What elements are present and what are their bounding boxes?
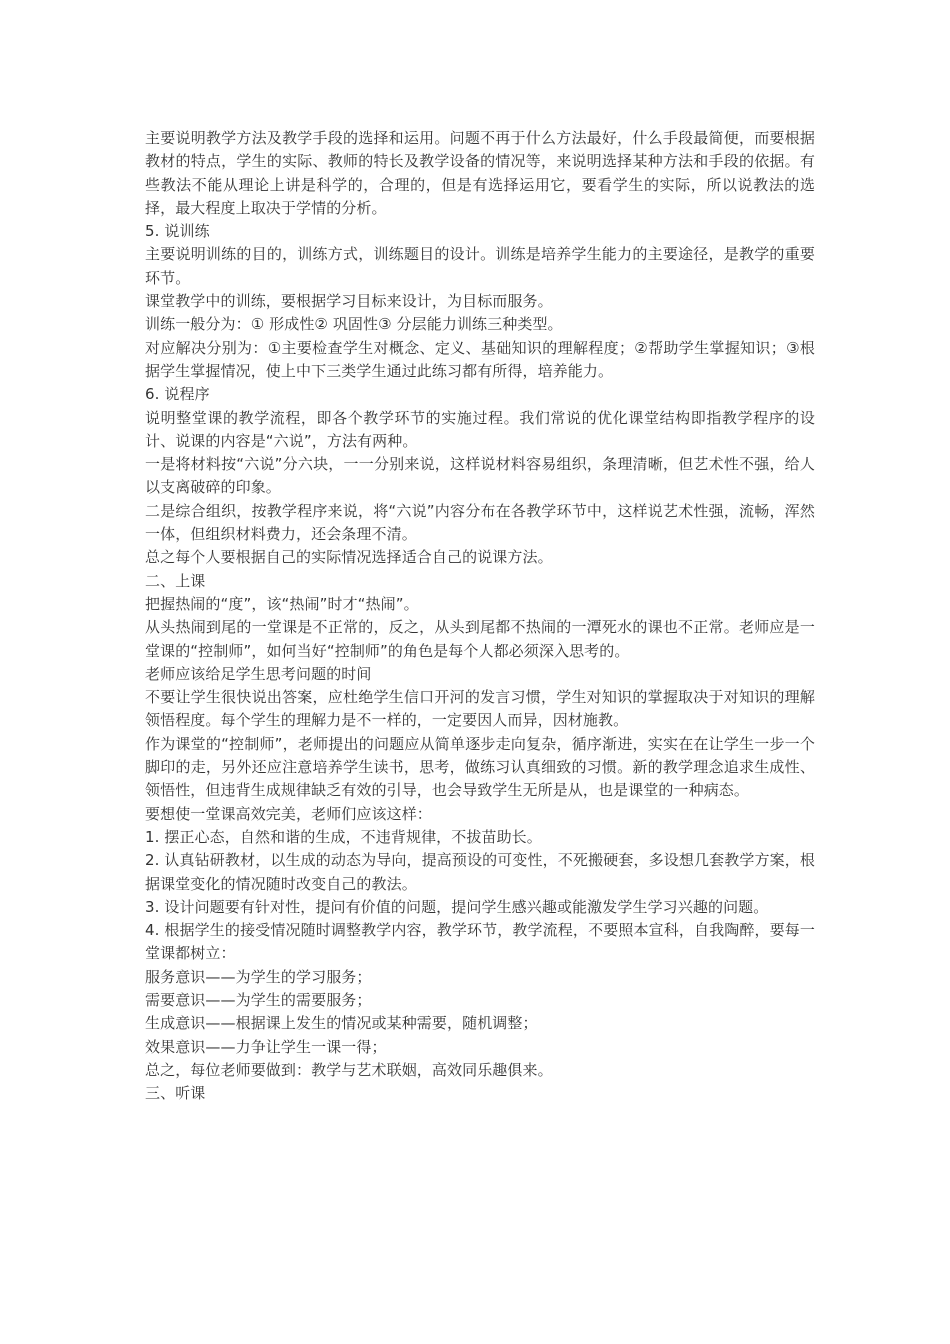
- paragraph-training-design: 课堂教学中的训练，要根据学习目标来设计，为目标而服务。: [145, 292, 553, 311]
- heading-procedure: 6. 说程序: [145, 385, 210, 404]
- paragraph-conclusion: 总之，每位老师要做到：教学与艺术联姻，高效同乐趣俱来。: [145, 1060, 553, 1079]
- paragraph-controller-questions: 作为课堂的“控制师”，老师提出的问题应从简单逐步走向复杂，循序渐进，实实在在让学生一步一个脚印的走，另外还应注意培养学生读书，思考，做练习认真细致的习惯。新的教学理念追求生成性、领悟性，但违背生成规律缺乏有效的引导，也会导致学生无所是从，也是课堂的一种病态。: [145, 734, 815, 800]
- paragraph-procedure-method-one: 一是将材料按“六说”分六块，一一分别来说，这样说材料容易组织，条理清晰，但艺术性不强，给人以支离破碎的印象。: [145, 455, 815, 497]
- paragraph-lively-degree: 把握热闹的“度”，该“热闹”时才“热闹”。: [145, 594, 419, 613]
- awareness-effect: 效果意识——力争让学生一课一得；: [145, 1037, 387, 1056]
- paragraph-efficient-class-intro: 要想使一堂课高效完美，老师们应该这样：: [145, 804, 432, 823]
- paragraph-thinking-time: 老师应该给足学生思考问题的时间: [145, 664, 372, 683]
- awareness-service: 服务意识——为学生的学习服务；: [145, 967, 372, 986]
- awareness-generation: 生成意识——根据课上发生的情况或某种需要，随机调整；: [145, 1014, 538, 1033]
- paragraph-training-types: 训练一般分为：① 形成性② 巩固性③ 分层能力训练三种类型。: [145, 315, 563, 334]
- paragraph-teaching-methods: 主要说明教学方法及教学手段的选择和运用。问题不再于什么方法最好，什么手段最简便，而要根据教材的特点，学生的实际、教师的特长及教学设备的情况等，来说明选择某种方法和手段的依据。有些教法不能从理论上讲是科学的，合理的，但是有选择运用它，要看学生的实际，所以说教法的选择，最大程度上取决于学情的分析。: [145, 129, 815, 217]
- heading-class: 二、上课: [145, 571, 206, 590]
- paragraph-training-purpose: 主要说明训练的目的，训练方式，训练题目的设计。训练是培养学生能力的主要途径，是教学的重要环节。: [145, 245, 815, 287]
- list-item-3: 3. 设计问题要有针对性，提问有价值的问题，提问学生感兴趣或能激发学生学习兴趣的问题。: [145, 897, 769, 916]
- paragraph-procedure-summary: 总之每个人要根据自己的实际情况选择适合自己的说课方法。: [145, 548, 553, 567]
- awareness-needs: 需要意识——为学生的需要服务；: [145, 990, 372, 1009]
- paragraph-controller: 从头热闹到尾的一堂课是不正常的，反之，从头到尾都不热闹的一潭死水的课也不正常。老师应是一堂课的“控制师”，如何当好“控制师”的角色是每个人都必须深入思考的。: [145, 618, 815, 660]
- paragraph-procedure-intro: 说明整堂课的教学流程，即各个教学环节的实施过程。我们常说的优化课堂结构即指教学程序的设计、说课的内容是“六说”，方法有两种。: [145, 408, 815, 450]
- list-item-2: 2. 认真钻研教材，以生成的动态为导向，提高预设的可变性，不死搬硬套，多设想几套教学方案，根据课堂变化的情况随时改变自己的教法。: [145, 851, 815, 893]
- paragraph-training-solutions: 对应解决分别为：①主要检查学生对概念、定义、基础知识的理解程度；②帮助学生掌握知识；③根据学生掌握情况，使上中下三类学生通过此练习都有所得，培养能力。: [145, 338, 815, 380]
- heading-listening: 三、听课: [145, 1084, 206, 1103]
- paragraph-procedure-method-two: 二是综合组织，按教学程序来说，将“六说”内容分布在各教学环节中，这样说艺术性强，流畅，浑然一体，但组织材料费力，还会条理不清。: [145, 501, 815, 544]
- list-item-1: 1. 摆正心态，自然和谐的生成，不违背规律，不拔苗助长。: [145, 827, 542, 846]
- list-item-4: 4. 根据学生的接受情况随时调整教学内容，教学环节，教学流程，不要照本宣科，自我陶醉，要每一堂课都树立：: [145, 921, 815, 963]
- document-body: [145, 127, 815, 1105]
- heading-training: 5. 说训练: [145, 222, 210, 241]
- paragraph-dont-rush: 不要让学生很快说出答案，应杜绝学生信口开河的发言习惯，学生对知识的掌握取决于对知识的理解领悟程度。每个学生的理解力是不一样的，一定要因人而异，因材施教。: [145, 688, 815, 730]
